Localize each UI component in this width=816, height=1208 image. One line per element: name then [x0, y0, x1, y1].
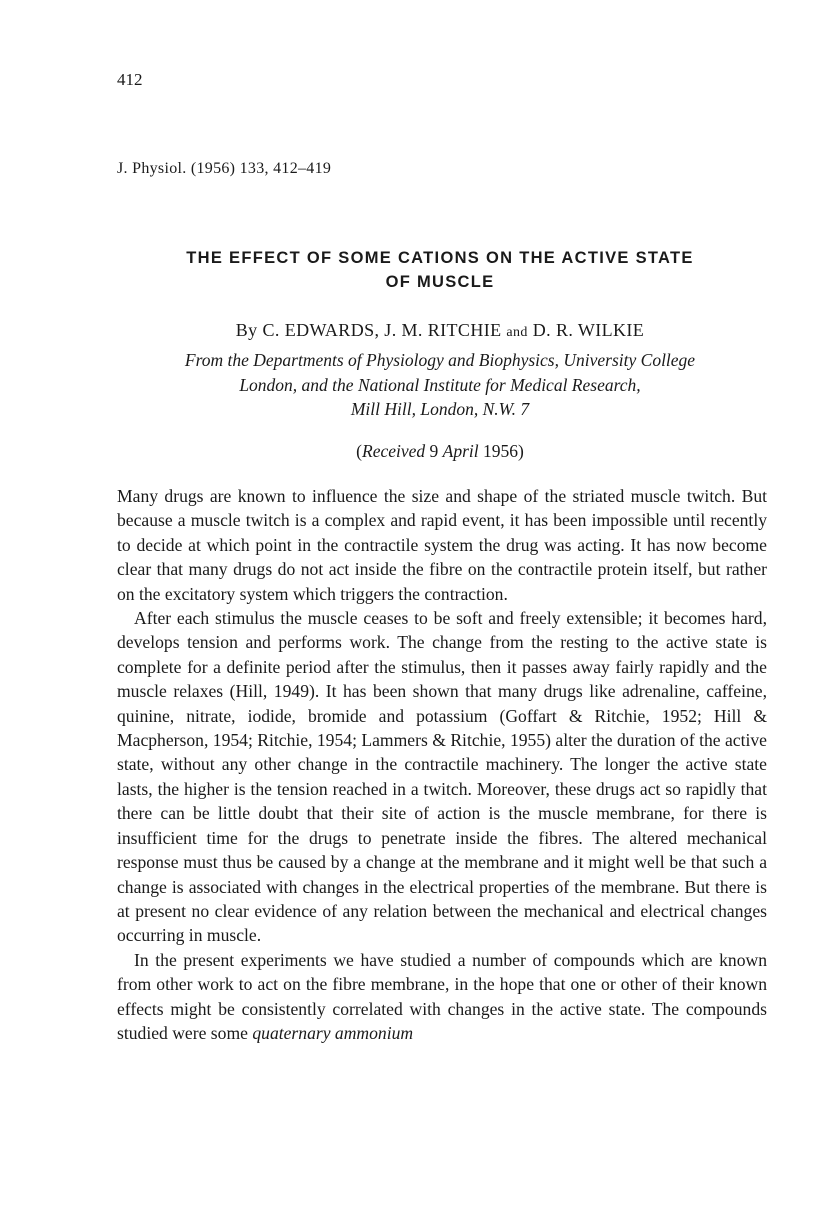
- received-month: April: [442, 441, 479, 461]
- page-number: 412: [117, 70, 143, 89]
- journal-citation: J. Physiol. (1956) 133, 412–419: [117, 160, 332, 177]
- article-body: [117, 484, 767, 1045]
- affiliation-line-2: London, and the National Institute for Medical Research,: [239, 374, 641, 395]
- body-paragraph-3-italic: quaternary ammonium: [252, 1022, 414, 1043]
- received-date: [110, 441, 770, 462]
- received-open: (: [356, 441, 362, 461]
- author-byline: [110, 320, 770, 341]
- byline-and: and: [506, 325, 528, 340]
- body-paragraph-3-text: In the present experiments we have studied a number of compounds which are known from other work to act on the fibre membrane, in the hope that one or other of their known effects might be consistently correlated with changes in the active state. The compounds studied were some: [117, 949, 767, 1043]
- affiliation-line-1: From the Departments of Physiology and Biophysics, University College: [184, 350, 696, 370]
- article-title-line-2: OF MUSCLE: [385, 273, 495, 291]
- byline-authors-2: D. R. WILKIE: [532, 320, 645, 340]
- received-year: 1956): [478, 441, 524, 461]
- received-day: 9: [425, 441, 443, 461]
- body-paragraph-1: Many drugs are known to influence the size and shape of the striated muscle twitch. But because a muscle twitch is a complex and rapid event, it has been impossible until recently to decide at which point in the contractile system the drug was acting. It has now become clear that many drugs do not act inside the fibre on the contractile protein itself, but rather on the excitatory system which triggers the contraction.: [117, 486, 767, 604]
- affiliation-line-3: Mill Hill, London, N.W. 7: [350, 399, 530, 419]
- article-title-line-1: THE EFFECT OF SOME CATIONS ON THE ACTIVE STATE: [186, 249, 694, 267]
- received-word: Received: [362, 441, 426, 461]
- byline-by: By: [235, 320, 258, 340]
- byline-authors-1: C. EDWARDS, J. M. RITCHIE: [262, 320, 502, 340]
- body-paragraph-2: After each stimulus the muscle ceases to be soft and freely extensible; it becomes hard, develops tension and performs work. The change from the resting to the active state is complete for a definite period after the stimulus, then it passes away fairly rapidly and the muscle relaxes (Hill, 1949). It has been shown that many drugs like adrenaline, caffeine, quinine, nitrate, iodide, bromide and potassium (Goffart & Ritchie, 1952; Hill & Macpherson, 1954; Ritchie, 1954; Lammers & Ritchie, 1955) alter the duration of the active state, without any other change in the contractile machinery. The longer the active state lasts, the higher is the tension reached in a twitch. Moreover, these drugs act so rapidly that there can be little doubt that their site of action is the muscle membrane, for there is insufficient time for the drugs to penetrate inside the fibres. The altered mechanical response must thus be caused by a change at the membrane and it might well be that such a change is associated with changes in the electrical properties of the membrane. But there is at present no clear evidence of any relation between the mechanical and electrical changes occurring in muscle.: [117, 608, 767, 946]
- article-title: [110, 246, 770, 294]
- author-affiliation: [110, 348, 770, 422]
- body-paragraph-3: [117, 948, 767, 1046]
